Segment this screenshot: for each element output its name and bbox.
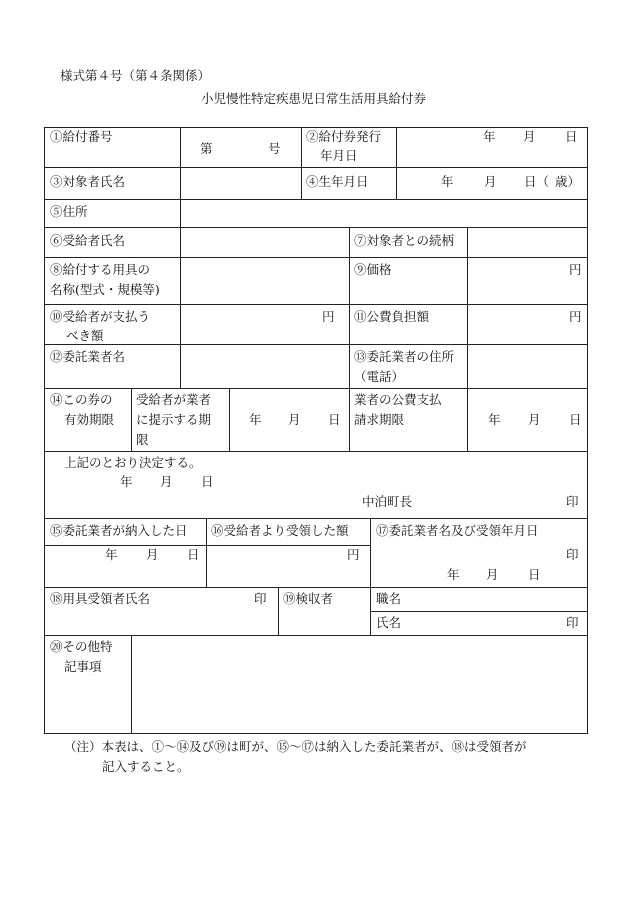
col-divider [370, 587, 371, 635]
footnote: （注）本表は、①～⑭及び⑲は町が、⑮～⑰は納入した委託業者が、⑱は受領者が [64, 739, 527, 754]
row-divider [44, 344, 587, 345]
col-divider [467, 227, 468, 388]
field-claim-year: 年 [488, 412, 501, 427]
label-recipient-pay-2: べき額 [66, 328, 104, 343]
label-price: ⑨価格 [354, 262, 392, 277]
row-divider [206, 545, 370, 546]
label-received-amount: ⑯受給者より受領した額 [211, 523, 349, 538]
table-border-top [44, 127, 587, 128]
row-divider [44, 388, 587, 389]
col-divider [370, 518, 371, 587]
label-inspector-name: 氏名 [376, 615, 402, 630]
mayor-title: 中泊町長 [362, 494, 413, 509]
row-divider [44, 518, 587, 519]
field-birth-day: 日（ [524, 174, 550, 189]
field-received-yen: 円 [347, 547, 360, 562]
field-month: 月 [523, 129, 536, 144]
label-inspector: ⑲検収者 [283, 591, 334, 606]
label-other-notes: ⑳その他特 [50, 639, 113, 654]
field-receiver-seal: 印 [254, 591, 267, 606]
row-divider [44, 199, 587, 200]
row-divider [44, 227, 587, 228]
label-relation: ⑦対象者との続柄 [354, 233, 455, 248]
label-post: 職名 [376, 591, 402, 606]
col-divider [229, 388, 230, 451]
mayor-seal: 印 [566, 494, 579, 509]
decision-month: 月 [160, 474, 173, 489]
label-contractor-address: ⑬委託業者の住所 [354, 349, 455, 364]
label-public-cost: ⑪公費負担額 [354, 309, 430, 324]
col-divider [180, 199, 181, 227]
decision-day: 日 [201, 474, 214, 489]
field-receipt-month: 月 [486, 567, 499, 582]
label-present-period: 受給者が業者 [136, 392, 212, 407]
col-divider [467, 388, 468, 451]
field-present-year: 年 [249, 412, 262, 427]
field-receipt-year: 年 [447, 567, 460, 582]
decision-year: 年 [120, 474, 133, 489]
table-border-bottom [44, 733, 587, 734]
field-pay-yen: 円 [322, 309, 335, 324]
field-delivered-year: 年 [105, 547, 118, 562]
row-divider [44, 545, 206, 546]
field-contractor-seal: 印 [566, 547, 579, 562]
label-contractor-phone: （電話） [354, 369, 405, 384]
col-divider [396, 127, 397, 167]
label-subject-name: ③対象者氏名 [50, 174, 126, 189]
col-divider [180, 127, 181, 167]
field-receipt-day: 日 [528, 567, 541, 582]
label-contractor-receipt: ⑰委託業者名及び受領年月日 [376, 523, 539, 538]
col-divider [131, 635, 132, 733]
col-divider [206, 518, 207, 587]
field-inspector-seal: 印 [566, 615, 579, 630]
row-divider [44, 304, 587, 305]
col-divider [396, 167, 397, 199]
label-birth-date: ④生年月日 [306, 174, 369, 189]
field-birth-year: 年 [441, 174, 454, 189]
field-present-day: 日 [328, 412, 341, 427]
row-divider [44, 167, 587, 168]
field-delivered-day: 日 [187, 547, 200, 562]
table-border-right [587, 127, 588, 734]
label-other-notes-2: 記事項 [64, 659, 102, 674]
label-present-period-2: に提示する期 [136, 412, 212, 427]
decision-text: 上記のとおり決定する。 [64, 455, 202, 470]
field-claim-day: 日 [569, 412, 582, 427]
label-valid-period: ⑭この券の [50, 392, 113, 407]
field-go: 号 [268, 141, 281, 156]
field-year: 年 [483, 129, 496, 144]
row-divider [44, 587, 587, 588]
col-divider [349, 227, 350, 388]
label-item-name: ⑧給付する用具の [50, 262, 151, 277]
field-birth-month: 月 [484, 174, 497, 189]
col-divider [349, 388, 350, 451]
col-divider [301, 167, 302, 199]
col-divider [180, 167, 181, 199]
col-divider [278, 587, 279, 635]
row-divider [44, 451, 587, 452]
label-issue-date-2: 年月日 [320, 148, 358, 163]
label-present-period-3: 限 [136, 432, 149, 447]
col-divider [131, 388, 132, 451]
col-divider [180, 227, 181, 388]
label-delivered-date: ⑮委託業者が納入した日 [50, 523, 188, 538]
field-present-month: 月 [288, 412, 301, 427]
label-item-name-2: 名称(型式・規模等) [50, 282, 160, 297]
label-address: ⑤住所 [50, 204, 88, 219]
label-claim-period: 業者の公費支払 [354, 392, 442, 407]
field-delivered-month: 月 [146, 547, 159, 562]
table-border-left [44, 127, 45, 734]
field-claim-month: 月 [528, 412, 541, 427]
form-number: 様式第４号（第４条関係） [60, 68, 211, 83]
form-title: 小児慢性特定疾患児日常生活用具給付券 [201, 91, 427, 106]
field-day: 日 [565, 129, 578, 144]
label-recipient-pay: ⑩受給者が支払う [50, 309, 151, 324]
footnote-2: 記入すること。 [102, 759, 190, 774]
field-dai: 第 [200, 141, 213, 156]
label-issue-date: ②給付券発行 [306, 129, 382, 144]
field-age: 歳） [555, 174, 581, 189]
label-contractor-name: ⑫委託業者名 [50, 349, 126, 364]
row-divider [44, 635, 587, 636]
col-divider [301, 127, 302, 167]
label-claim-period-2: 請求期限 [354, 412, 405, 427]
field-public-yen: 円 [569, 309, 582, 324]
label-recipient-name: ⑥受給者氏名 [50, 233, 126, 248]
row-divider [44, 257, 587, 258]
label-receiver-name: ⑱用具受領者氏名 [50, 591, 151, 606]
label-valid-period-2: 有効期限 [64, 412, 115, 427]
field-price-yen: 円 [569, 262, 582, 277]
row-divider [370, 611, 587, 612]
label-benefit-number: ①給付番号 [50, 129, 113, 144]
